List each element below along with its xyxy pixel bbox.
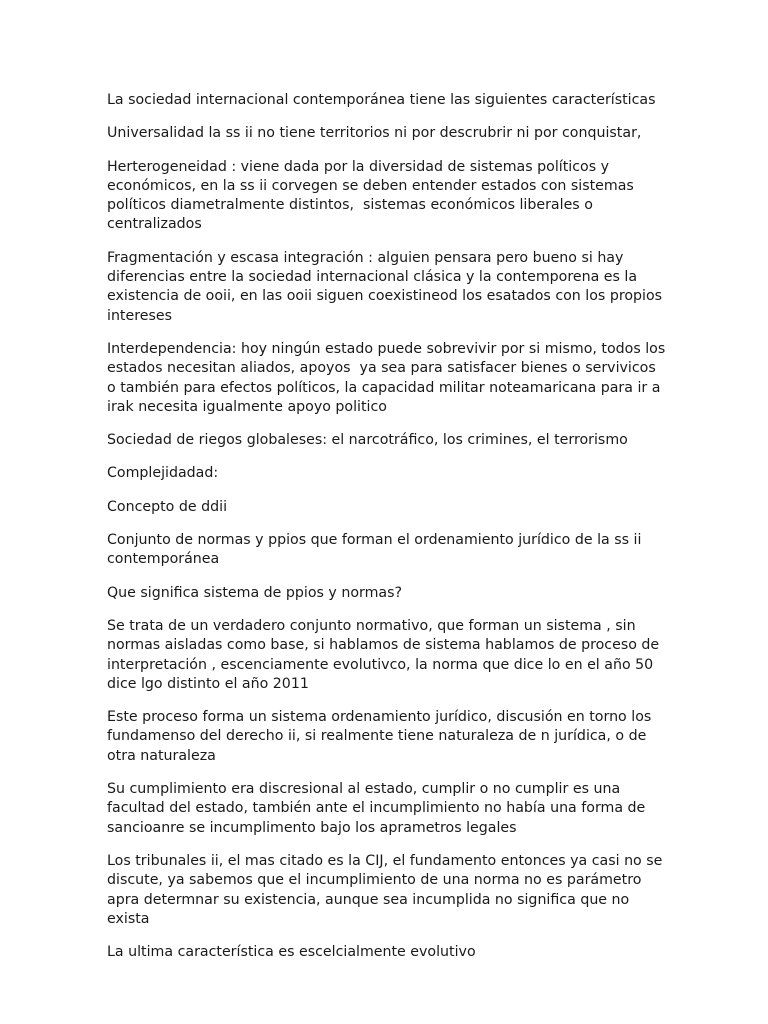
paragraph-universalidad: Universalidad la ss ii no tiene territorios ni por descrubrir ni por conquistar, xyxy=(107,125,642,142)
paragraph-pregunta: Que significa sistema de ppios y normas? xyxy=(107,584,403,601)
paragraph-heterogeneidad: Herterogeneidad : viene dada por la diversidad de sistemas políticos y económicos, en la ss ii corvegen se deben entender estados con sistemas políticos diametralmente distintos, sistemas económicos liberales o centralizados xyxy=(107,158,639,233)
paragraph-fragmentacion: Fragmentación y escasa integración : alguien pensara pero bueno si hay diferencias entre la sociedad internacional clásica y la contemporena es la existencia de ooii, en las ooii siguen coexistineod los esatados con los propios intereses xyxy=(107,249,667,324)
paragraph-sistema: Se trata de un verdadero conjunto normativo, que forman un sistema , sin normas aisladas como base, si hablamos de sistema hablamos de proceso de interpretación , escenciamente evolutivco, la norma que dice lo en el año 50 dice lgo distinto el año 2011 xyxy=(107,617,664,692)
paragraph-interdependencia: Interdependencia: hoy ningún estado puede sobrevivir por si mismo, todos los estados necesitan aliados, apoyos ya sea para satisfacer bienes o servivicos o también para efectos políticos, la capacidad militar noteamaricana para ir a irak necesita igualmente apoyo politico xyxy=(107,340,670,415)
document-page xyxy=(107,91,670,976)
paragraph-complejidad: Complejidadad: xyxy=(107,465,219,482)
paragraph-cumplimiento: Su cumplimiento era discresional al estado, cumplir o no cumplir es una facultad del estado, también ante el incumplimiento no había una forma de sancioanre se incumplimento bajo los aprametros legales xyxy=(107,781,650,836)
paragraph-intro: La sociedad internacional contemporánea tiene las siguientes características xyxy=(107,92,656,108)
paragraph-riesgos: Sociedad de riegos globaleses: el narcotráfico, los crimines, el terrorismo xyxy=(107,432,628,449)
paragraph-proceso: Este proceso forma un sistema ordenamiento jurídico, discusión en torno los fundamenso del derecho ii, si realmente tiene naturaleza de n jurídica, o de otra naturaleza xyxy=(107,709,656,764)
paragraph-conjunto-normas: Conjunto de normas y ppios que forman el ordenamiento jurídico de la ss ii contemporánea xyxy=(107,532,646,568)
paragraph-tribunales: Los tribunales ii, el mas citado es la CIJ, el fundamento entonces ya casi no se discute, ya sabemos que el incumplimiento de una norma no es parámetro apra determnar su existencia, aunque sea incumplida no significa que no exista xyxy=(107,852,667,927)
paragraph-ultima: La ultima característica es escelcialmente evolutivo xyxy=(107,944,476,961)
paragraph-concepto: Concepto de ddii xyxy=(107,498,228,515)
